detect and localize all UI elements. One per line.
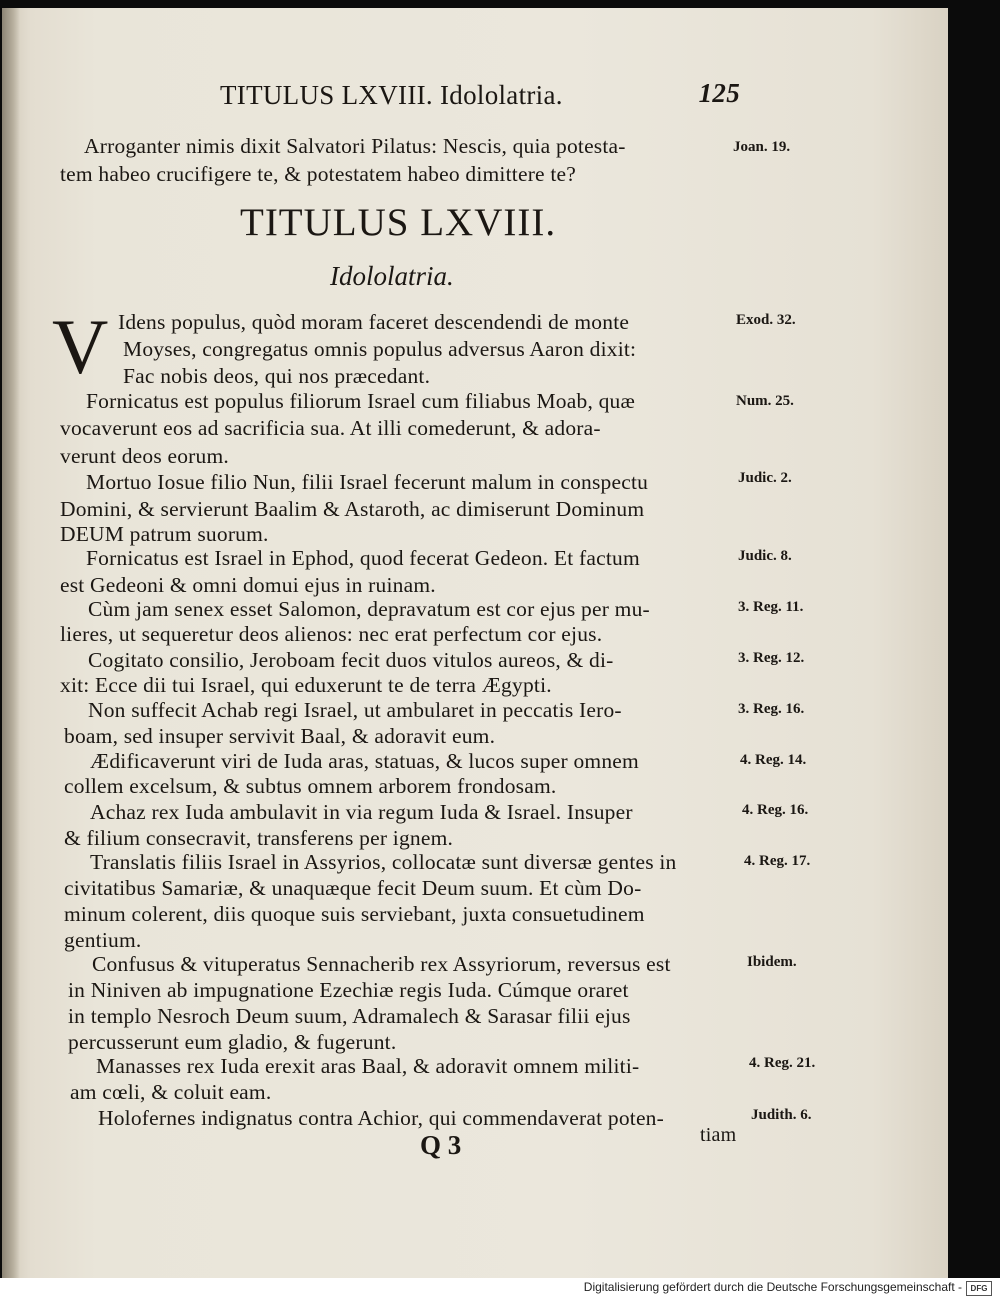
text-line: DEUM patrum suorum. <box>60 522 269 546</box>
margin-reference: 4. Reg. 14. <box>740 752 807 768</box>
margin-reference: 4. Reg. 16. <box>742 802 809 818</box>
text-line: Moyses, congregatus omnis populus adversus Aaron dixit: <box>123 337 637 361</box>
text-line: Fac nobis deos, qui nos præcedant. <box>123 364 431 388</box>
margin-reference: 3. Reg. 16. <box>738 701 805 717</box>
margin-reference: 4. Reg. 21. <box>749 1055 816 1071</box>
text-line: est Gedeoni & omni domui ejus in ruinam. <box>60 573 436 597</box>
drop-cap-initial: V <box>52 303 109 390</box>
text-line: in Niniven ab impugnatione Ezechiæ regis Iuda. Cúmque oraret <box>68 978 629 1002</box>
margin-reference: Judic. 8. <box>738 548 792 564</box>
text-line: Cùm jam senex esset Salomon, depravatum est cor ejus per mu- <box>88 597 650 621</box>
text-line: xit: Ecce dii tui Israel, qui eduxerunt te de terra Ægypti. <box>60 673 552 697</box>
running-head-title: TITULUS LXVIII. Idololatria. <box>220 80 563 110</box>
text-line: Confusus & vituperatus Sennacherib rex Assyriorum, reversus est <box>92 952 671 976</box>
text-line: gentium. <box>64 928 142 952</box>
text-line: Arroganter nimis dixit Salvatori Pilatus: Nescis, quia potesta- <box>84 134 626 158</box>
margin-reference: Ibidem. <box>747 954 797 970</box>
scanned-page <box>2 8 948 1278</box>
text-line: Holofernes indignatus contra Achior, qui commendaverat poten- <box>98 1106 664 1130</box>
margin-reference: Num. 25. <box>736 393 794 409</box>
text-line: Manasses rex Iuda erexit aras Baal, & adoravit omnem militi- <box>96 1054 640 1078</box>
text-line: Achaz rex Iuda ambulavit in via regum Iuda & Israel. Insuper <box>90 800 633 824</box>
text-line: tem habeo crucifigere te, & potestatem habeo dimittere te? <box>60 162 577 186</box>
text-line: boam, sed insuper servivit Baal, & adoravit eum. <box>64 724 496 748</box>
text-line: vocaverunt eos ad sacrificia sua. At illi comederunt, & adora- <box>60 416 601 440</box>
text-line: in templo Nesroch Deum suum, Adramalech & Sarasar filii ejus <box>68 1004 631 1028</box>
margin-reference: Judith. 6. <box>751 1107 812 1123</box>
margin-reference: Judic. 2. <box>738 470 792 486</box>
text-line: collem excelsum, & subtus omnem arborem frondosam. <box>64 774 557 798</box>
margin-reference: Joan. 19. <box>733 139 791 155</box>
text-line: Translatis filiis Israel in Assyrios, collocatæ sunt diversæ gentes in <box>90 850 677 874</box>
margin-reference: 3. Reg. 11. <box>738 599 804 615</box>
chapter-title: TITULUS LXVIII. <box>240 201 557 244</box>
text-line: civitatibus Samariæ, & unaquæque fecit Deum suum. Et cùm Do- <box>64 876 642 900</box>
text-line: minum colerent, diis quoque suis serviebant, juxta consuetudinem <box>64 902 645 926</box>
text-line: & filium consecravit, transferens per ignem. <box>64 826 454 850</box>
text-line: Fornicatus est Israel in Ephod, quod fecerat Gedeon. Et factum <box>86 546 640 570</box>
dfg-logo-icon: DFG <box>966 1281 992 1296</box>
margin-reference: 3. Reg. 12. <box>738 650 805 666</box>
text-line: lieres, ut sequeretur deos alienos: nec erat perfectum cor ejus. <box>60 622 603 646</box>
page-number: 125 <box>698 78 740 108</box>
book-spine-shadow <box>2 8 20 1278</box>
text-line: Ædificaverunt viri de Iuda aras, statuas, & lucos super omnem <box>90 749 639 773</box>
text-line: am cœli, & coluit eam. <box>70 1080 272 1104</box>
margin-reference: Exod. 32. <box>736 312 796 328</box>
catchword: tiam <box>700 1124 737 1146</box>
signature-mark: Q 3 <box>420 1130 462 1160</box>
running-head <box>220 80 740 120</box>
text-line: Idens populus, quòd moram faceret descendendi de monte <box>118 310 630 334</box>
digitization-footer <box>0 1278 1000 1298</box>
footer-credit: Digitalisierung gefördert durch die Deutsche Forschungsgemeinschaft - <box>583 1280 962 1294</box>
text-line: Fornicatus est populus filiorum Israel cum filiabus Moab, quæ <box>86 389 636 413</box>
text-line: Mortuo Iosue filio Nun, filii Israel fecerunt malum in conspectu <box>86 470 649 494</box>
text-line: Non suffecit Achab regi Israel, ut ambularet in peccatis Iero- <box>88 698 622 722</box>
text-line: verunt deos eorum. <box>60 444 229 468</box>
text-line: Cogitato consilio, Jeroboam fecit duos vitulos aureos, & di- <box>88 648 614 672</box>
text-line: percusserunt eum gladio, & fugerunt. <box>68 1030 397 1054</box>
text-line: Domini, & servierunt Baalim & Astaroth, ac dimiserunt Dominum <box>60 497 645 521</box>
chapter-subtitle: Idololatria. <box>330 261 454 291</box>
margin-reference: 4. Reg. 17. <box>744 853 811 869</box>
